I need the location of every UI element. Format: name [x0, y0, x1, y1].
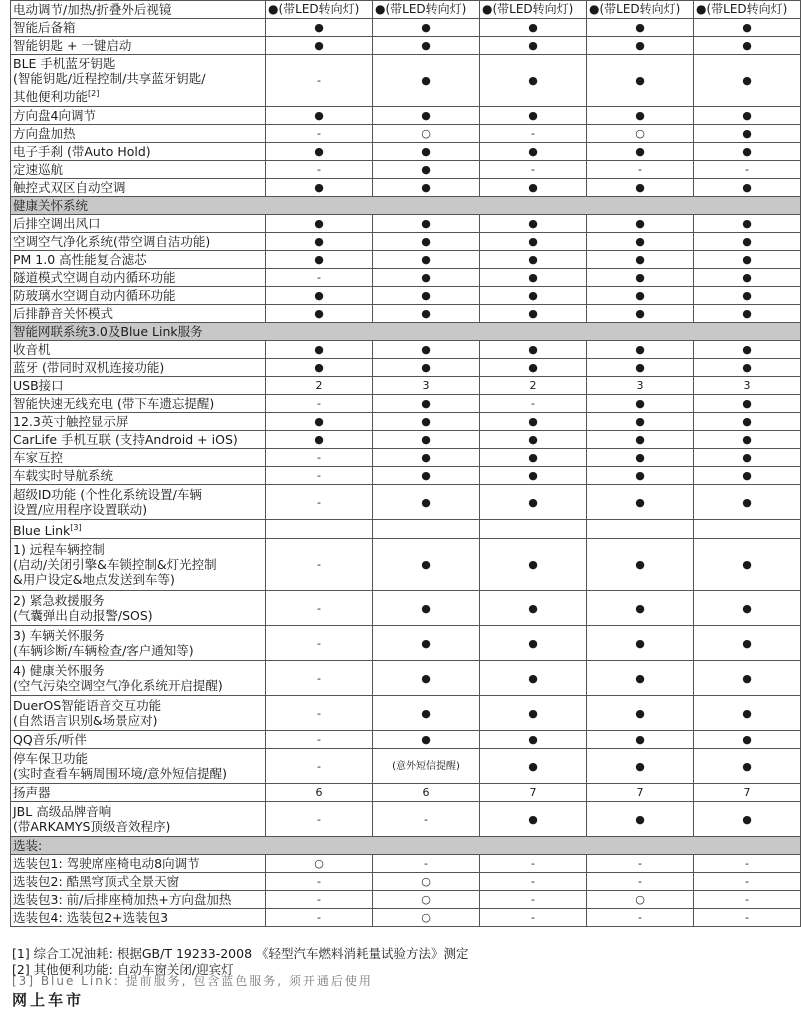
table-row — [11, 215, 801, 233]
spec-value: 7 — [694, 784, 801, 802]
standard-dot: ● — [266, 215, 373, 233]
standard-dot: ● — [694, 449, 801, 467]
standard-dot: ● — [373, 449, 480, 467]
optional-circle: ○ — [373, 125, 480, 143]
standard-dot: ● — [480, 107, 587, 125]
feature-label: 智能后备箱 — [11, 19, 266, 37]
standard-dot: ● — [587, 696, 694, 731]
standard-dot: ● — [694, 359, 801, 377]
spec-value: - — [480, 855, 587, 873]
spec-value: 2 — [480, 377, 587, 395]
watermark-logo: 网上车市 — [12, 991, 85, 1009]
standard-dot: ● — [480, 413, 587, 431]
standard-dot: ● — [587, 749, 694, 784]
feature-label: 后排空调出风口 — [11, 215, 266, 233]
feature-label: 2) 紧急救援服务 (气囊弹出自动报警/SOS) — [11, 591, 266, 626]
table-row — [11, 626, 801, 661]
standard-dot: ● — [694, 696, 801, 731]
spec-value: 6 — [266, 784, 373, 802]
spec-value: 3 — [587, 377, 694, 395]
feature-label: 方向盘4向调节 — [11, 107, 266, 125]
table-row — [11, 539, 801, 591]
standard-dot: ● — [373, 591, 480, 626]
standard-dot: ● — [480, 215, 587, 233]
standard-dot: ● — [694, 287, 801, 305]
standard-dot: ● — [266, 341, 373, 359]
standard-dot: ● — [373, 233, 480, 251]
feature-label: 触控式双区自动空调 — [11, 179, 266, 197]
standard-dot: ● — [587, 179, 694, 197]
table-row — [11, 855, 801, 873]
standard-dot: ● — [480, 485, 587, 520]
standard-dot: ● — [373, 143, 480, 161]
table-row — [11, 520, 801, 539]
optional-circle: ○ — [266, 855, 373, 873]
spec-value: 7 — [587, 784, 694, 802]
feature-label: 车家互控 — [11, 449, 266, 467]
spec-value: - — [480, 873, 587, 891]
feature-label: 扬声器 — [11, 784, 266, 802]
table-row — [11, 395, 801, 413]
standard-dot: ● — [587, 431, 694, 449]
table-row — [11, 377, 801, 395]
spec-value: - — [266, 661, 373, 696]
table-row — [11, 305, 801, 323]
spec-value: 3 — [373, 377, 480, 395]
standard-dot: ● — [694, 395, 801, 413]
feature-label: 4) 健康关怀服务 (空气污染空调空气净化系统开启提醒) — [11, 661, 266, 696]
cut-off-footnote-text: [3] Blue Link: 提前服务, 包含蓝色服务, 须开通后使用 — [12, 974, 373, 988]
spec-value: - — [480, 161, 587, 179]
spec-value: - — [480, 125, 587, 143]
section-title: 选装: — [11, 837, 801, 855]
optional-circle: ○ — [373, 891, 480, 909]
optional-circle: ○ — [587, 891, 694, 909]
standard-dot: ● — [587, 591, 694, 626]
feature-label: 选装包3: 前/后排座椅加热+方向盘加热 — [11, 891, 266, 909]
standard-dot: ● — [480, 287, 587, 305]
standard-dot: ● — [694, 467, 801, 485]
standard-dot: ● — [694, 179, 801, 197]
spec-value — [480, 520, 587, 539]
spec-value: - — [266, 591, 373, 626]
standard-dot: ● — [587, 449, 694, 467]
spec-value: - — [694, 161, 801, 179]
table-row — [11, 485, 801, 520]
standard-dot: ● — [480, 341, 587, 359]
standard-dot: ● — [694, 19, 801, 37]
standard-dot: ● — [373, 661, 480, 696]
optional-circle: ○ — [373, 909, 480, 927]
feature-label: 隧道模式空调自动内循环功能 — [11, 269, 266, 287]
standard-dot: ● — [694, 341, 801, 359]
standard-dot: ● — [587, 359, 694, 377]
feature-label: 后排静音关怀模式 — [11, 305, 266, 323]
standard-dot: ● — [587, 539, 694, 591]
standard-dot: ● — [266, 37, 373, 55]
standard-dot: ● — [266, 359, 373, 377]
feature-label: 智能钥匙 + 一键启动 — [11, 37, 266, 55]
standard-dot: ● — [480, 305, 587, 323]
standard-dot: ● — [694, 431, 801, 449]
standard-dot: ● — [373, 413, 480, 431]
standard-dot: ● — [694, 591, 801, 626]
standard-dot: ● — [587, 305, 694, 323]
cut-off-footnote — [12, 974, 712, 988]
spec-value: - — [266, 802, 373, 837]
spec-value: - — [373, 802, 480, 837]
table-row — [11, 251, 801, 269]
spec-value — [266, 520, 373, 539]
standard-dot: ● — [694, 802, 801, 837]
spec-value: 3 — [694, 377, 801, 395]
feature-label: 蓝牙 (带同时双机连接功能) — [11, 359, 266, 377]
standard-dot: ● — [373, 251, 480, 269]
spec-value — [373, 520, 480, 539]
feature-label: JBL 高级品牌音响 (带ARKAMYS顶级音效程序) — [11, 802, 266, 837]
spec-value: - — [480, 395, 587, 413]
feature-label: 方向盘加热 — [11, 125, 266, 143]
standard-dot: ● — [694, 233, 801, 251]
spec-table-body — [11, 1, 801, 927]
table-row — [11, 591, 801, 626]
standard-dot: ● — [373, 107, 480, 125]
header-value: ●(带LED转向灯) — [587, 1, 694, 19]
table-row — [11, 179, 801, 197]
feature-label: 超级ID功能 (个性化系统设置/车辆 设置/应用程序设置联动) — [11, 485, 266, 520]
footnote: [1] 综合工况油耗: 根据GB/T 19233-2008 《轻型汽车燃料消耗量试验方法》测定 — [12, 946, 469, 961]
table-row — [11, 413, 801, 431]
standard-dot: ● — [480, 431, 587, 449]
standard-dot: ● — [480, 251, 587, 269]
table-row — [11, 359, 801, 377]
standard-dot: ● — [694, 55, 801, 107]
standard-dot: ● — [694, 143, 801, 161]
standard-dot: ● — [587, 287, 694, 305]
standard-dot: ● — [480, 143, 587, 161]
spec-value: - — [266, 731, 373, 749]
standard-dot: ● — [694, 731, 801, 749]
spec-value — [694, 520, 801, 539]
feature-label: USB接口 — [11, 377, 266, 395]
table-row — [11, 161, 801, 179]
section-title: 智能网联系统3.0及Blue Link服务 — [11, 323, 801, 341]
feature-label: 选装包1: 驾驶席座椅电动8向调节 — [11, 855, 266, 873]
spec-value: - — [694, 855, 801, 873]
spec-value: - — [694, 873, 801, 891]
section-row — [11, 837, 801, 855]
table-row — [11, 55, 801, 107]
standard-dot: ● — [480, 539, 587, 591]
standard-dot: ● — [373, 626, 480, 661]
spec-value: - — [266, 891, 373, 909]
spec-value: - — [587, 873, 694, 891]
standard-dot: ● — [587, 55, 694, 107]
spec-value: 2 — [266, 377, 373, 395]
standard-dot: ● — [694, 485, 801, 520]
spec-value: - — [266, 485, 373, 520]
standard-dot: ● — [266, 19, 373, 37]
table-row — [11, 107, 801, 125]
table-row — [11, 891, 801, 909]
spec-value: - — [587, 909, 694, 927]
standard-dot: ● — [480, 696, 587, 731]
spec-value: - — [266, 539, 373, 591]
table-row — [11, 909, 801, 927]
standard-dot: ● — [480, 359, 587, 377]
feature-label: 智能快速无线充电 (带下车遗忘提醒) — [11, 395, 266, 413]
feature-label: 防玻璃水空调自动内循环功能 — [11, 287, 266, 305]
feature-label: DuerOS智能语音交互功能 (自然语言识别&场景应对) — [11, 696, 266, 731]
standard-dot: ● — [587, 395, 694, 413]
standard-dot: ● — [266, 233, 373, 251]
footnote-ref: [2] — [88, 89, 100, 99]
spec-value: - — [266, 449, 373, 467]
feature-label: BLE 手机蓝牙钥匙 (智能钥匙/近程控制/共享蓝牙钥匙/ 其他便利功能[2] — [11, 55, 266, 107]
standard-dot: ● — [694, 305, 801, 323]
standard-dot: ● — [587, 413, 694, 431]
feature-label: 电子手刹 (带Auto Hold) — [11, 143, 266, 161]
header-feature: 电动调节/加热/折叠外后视镜 — [11, 1, 266, 19]
footnote: [2] 其他便利功能: 自动车窗关闭/迎宾灯 — [12, 962, 234, 977]
standard-dot: ● — [480, 269, 587, 287]
standard-dot: ● — [587, 485, 694, 520]
standard-dot: ● — [480, 19, 587, 37]
spec-value: - — [266, 395, 373, 413]
standard-dot: ● — [480, 661, 587, 696]
header-value: ●(带LED转向灯) — [373, 1, 480, 19]
standard-dot: ● — [373, 287, 480, 305]
table-row — [11, 431, 801, 449]
feature-label: QQ音乐/听伴 — [11, 731, 266, 749]
standard-dot: ● — [373, 55, 480, 107]
spec-value: - — [694, 909, 801, 927]
standard-dot: ● — [587, 37, 694, 55]
spec-value: - — [266, 125, 373, 143]
standard-dot: ● — [373, 539, 480, 591]
feature-label: 3) 车辆关怀服务 (车辆诊断/车辆检查/客户通知等) — [11, 626, 266, 661]
feature-label: 车载实时导航系统 — [11, 467, 266, 485]
section-row — [11, 323, 801, 341]
standard-dot: ● — [587, 19, 694, 37]
feature-label: 空调空气净化系统(带空调自洁功能) — [11, 233, 266, 251]
spec-value: 6 — [373, 784, 480, 802]
table-row — [11, 661, 801, 696]
feature-label: CarLife 手机互联 (支持Android + iOS) — [11, 431, 266, 449]
standard-dot: ● — [266, 305, 373, 323]
standard-dot: ● — [587, 626, 694, 661]
header-value: ●(带LED转向灯) — [480, 1, 587, 19]
standard-dot: ● — [587, 661, 694, 696]
optional-circle: ○ — [587, 125, 694, 143]
standard-dot: ● — [694, 251, 801, 269]
table-row — [11, 449, 801, 467]
table-row — [11, 233, 801, 251]
standard-dot: ● — [587, 802, 694, 837]
standard-dot: ● — [373, 179, 480, 197]
standard-dot: ● — [587, 143, 694, 161]
standard-dot: ● — [266, 251, 373, 269]
standard-dot: ● — [480, 233, 587, 251]
standard-dot: ● — [266, 413, 373, 431]
table-row — [11, 125, 801, 143]
spec-value: - — [694, 891, 801, 909]
standard-dot: ● — [373, 305, 480, 323]
section-title: 健康关怀系统 — [11, 197, 801, 215]
standard-dot: ● — [373, 215, 480, 233]
standard-dot: ● — [480, 731, 587, 749]
table-row — [11, 287, 801, 305]
standard-dot: ● — [480, 626, 587, 661]
standard-dot: ● — [694, 749, 801, 784]
spec-value — [587, 520, 694, 539]
optional-circle: ○ — [373, 873, 480, 891]
table-row — [11, 37, 801, 55]
spec-value: - — [587, 855, 694, 873]
spec-value: - — [373, 855, 480, 873]
standard-dot: ● — [694, 539, 801, 591]
standard-dot: ● — [587, 341, 694, 359]
standard-dot: ● — [373, 341, 480, 359]
standard-dot: ● — [373, 395, 480, 413]
table-row — [11, 802, 801, 837]
table-row — [11, 143, 801, 161]
standard-dot: ● — [266, 107, 373, 125]
standard-dot: ● — [587, 107, 694, 125]
spec-value: - — [266, 873, 373, 891]
standard-dot: ● — [266, 287, 373, 305]
standard-dot: ● — [694, 413, 801, 431]
table-row — [11, 269, 801, 287]
spec-value: - — [266, 696, 373, 731]
standard-dot: ● — [373, 467, 480, 485]
standard-dot: ● — [587, 251, 694, 269]
header-value: ●(带LED转向灯) — [266, 1, 373, 19]
standard-dot: ● — [694, 37, 801, 55]
standard-dot: ● — [266, 179, 373, 197]
feature-label: 停车保卫功能 (实时查看车辆周围环境/意外短信提醒) — [11, 749, 266, 784]
table-row — [11, 467, 801, 485]
standard-dot: ● — [694, 125, 801, 143]
spec-value: (意外短信提醒) — [373, 749, 480, 784]
standard-dot: ● — [480, 449, 587, 467]
feature-label: 收音机 — [11, 341, 266, 359]
table-row — [11, 731, 801, 749]
standard-dot: ● — [373, 269, 480, 287]
table-row — [11, 749, 801, 784]
footnote-ref: [3] — [70, 523, 82, 532]
spec-value: - — [266, 467, 373, 485]
standard-dot: ● — [373, 161, 480, 179]
feature-label: 1) 远程车辆控制 (启动/关闭引擎&车锁控制&灯光控制 &用户设定&地点发送到车等) — [11, 539, 266, 591]
table-row — [11, 696, 801, 731]
standard-dot: ● — [587, 467, 694, 485]
standard-dot: ● — [694, 107, 801, 125]
table-row — [11, 19, 801, 37]
spec-value: - — [266, 161, 373, 179]
standard-dot: ● — [266, 143, 373, 161]
standard-dot: ● — [587, 269, 694, 287]
section-row — [11, 197, 801, 215]
table-row — [11, 341, 801, 359]
header-value: ●(带LED转向灯) — [694, 1, 801, 19]
table-row — [11, 873, 801, 891]
standard-dot: ● — [587, 731, 694, 749]
feature-label: 12.3英寸触控显示屏 — [11, 413, 266, 431]
standard-dot: ● — [587, 233, 694, 251]
spec-value: - — [480, 909, 587, 927]
standard-dot: ● — [480, 749, 587, 784]
spec-value: 7 — [480, 784, 587, 802]
standard-dot: ● — [373, 431, 480, 449]
standard-dot: ● — [266, 431, 373, 449]
standard-dot: ● — [480, 591, 587, 626]
feature-label: Blue Link[3] — [11, 520, 266, 539]
feature-label: PM 1.0 高性能复合滤芯 — [11, 251, 266, 269]
spec-value: - — [266, 909, 373, 927]
standard-dot: ● — [480, 55, 587, 107]
standard-dot: ● — [373, 696, 480, 731]
spec-value: - — [266, 749, 373, 784]
standard-dot: ● — [373, 359, 480, 377]
standard-dot: ● — [480, 37, 587, 55]
standard-dot: ● — [480, 802, 587, 837]
spec-value: - — [266, 269, 373, 287]
standard-dot: ● — [694, 215, 801, 233]
table-row — [11, 784, 801, 802]
standard-dot: ● — [480, 467, 587, 485]
standard-dot: ● — [373, 19, 480, 37]
standard-dot: ● — [373, 485, 480, 520]
feature-label: 选装包4: 选装包2+选装包3 — [11, 909, 266, 927]
standard-dot: ● — [694, 269, 801, 287]
standard-dot: ● — [694, 626, 801, 661]
standard-dot: ● — [587, 215, 694, 233]
feature-label: 定速巡航 — [11, 161, 266, 179]
spec-value: - — [266, 626, 373, 661]
spec-value: - — [587, 161, 694, 179]
standard-dot: ● — [373, 37, 480, 55]
spec-table — [10, 0, 801, 927]
feature-label: 选装包2: 酷黑穹顶式全景天窗 — [11, 873, 266, 891]
standard-dot: ● — [694, 661, 801, 696]
spec-value: - — [266, 55, 373, 107]
spec-value: - — [480, 891, 587, 909]
standard-dot: ● — [373, 731, 480, 749]
standard-dot: ● — [480, 179, 587, 197]
header-row — [11, 1, 801, 19]
